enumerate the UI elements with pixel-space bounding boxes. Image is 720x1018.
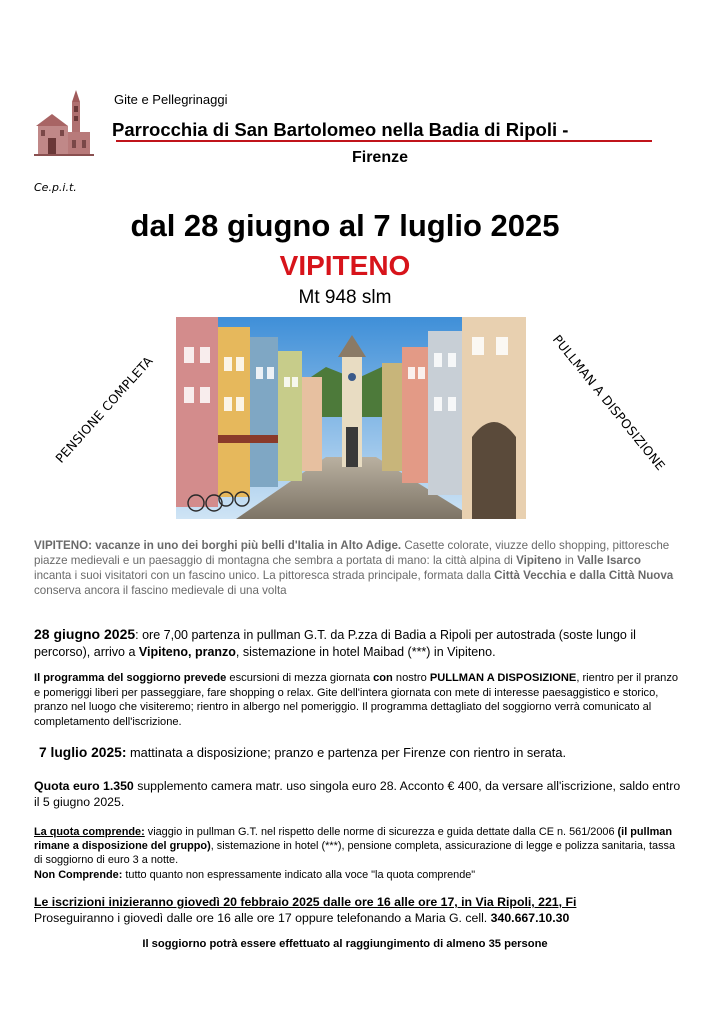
program-paragraph: Il programma del soggiorno prevede escursioni di mezza giornata con nostro PULLMAN A DISPOSIZIONE, rientro per il pranzo e pomeriggi liberi per passeggiare, fare shopping o relax. Gite dell'intera giornata con mete di interesse paesaggistico e storico, pranzo nel luogo che visiteremo; rientro in albergo nel pomeriggio. Il programma dettagliato del soggiorno verrà comunicato al completamento dell'iscrizione. (34, 672, 679, 728)
bus-available-label: PULLMAN A DISPOSIZIONE (549, 331, 669, 474)
category-label: Gite e Pellegrinaggi (114, 92, 228, 107)
price-paragraph: Quota euro 1.350 supplemento camera matr. uso singola euro 28. Acconto € 400, da versare all'iscrizione, saldo entro il 5 giugno 2025. (34, 779, 681, 809)
day1-paragraph: 28 giugno 2025: ore 7,00 partenza in pullman G.T. da P.zza di Badia a Ripoli per autostrada (soste lungo il percorso), arrivo a Vipiteno, pranzo, sistemazione in hotel Maibad (***) in Vipiteno. (34, 626, 636, 659)
full-board-label: PENSIONE COMPLETA (52, 353, 156, 466)
parish-title: Parrocchia di San Bartolomeo nella Badia di Ripoli - (112, 119, 569, 140)
title-underline (116, 140, 652, 142)
trip-dates: dal 28 giugno al 7 luglio 2025 (130, 208, 560, 243)
footer-note: Il soggiorno potrà essere effettuato al raggiungimento di almeno 35 persone (142, 938, 548, 950)
registration-paragraph: Le iscrizioni inizieranno giovedì 20 febbraio 2025 dalle ore 16 alle ore 17, in Via Ripoli, 221, Fi Proseguiranno i giovedì dalle ore 16 alle ore 17 oppure telefonando a Maria G. cell. 340.667.10.30 (34, 895, 577, 925)
trip-destination: VIPITENO (279, 250, 411, 281)
included-paragraph: La quota comprende: viaggio in pullman G.T. nel rispetto delle norme di sicurezza e guida dettate dalla CE n. 561/2006 (il pullman rimane a disposizione del gruppo), sistemazione in hotel (***), pensione completa, assicurazione di legge e polizza sanitaria, tassa di soggiorno di euro 3 a notte. Non Comprende: tutto quanto non espressamente indicato alla voce "la quota comprende" (34, 826, 676, 881)
trip-altitude: Mt 948 slm (298, 287, 392, 308)
vipiteno-street-photo (176, 317, 526, 519)
parish-city: Firenze (351, 149, 408, 166)
intro-paragraph: VIPITENO: vacanze in uno dei borghi più belli d'Italia in Alto Adige. Casette colorate, viuzze dello shopping, pittoresche piazze medievali e un paesaggio di montagna che sembra a portata di mano: la città alpina di Vipiteno in Valle Isarco incanta i suoi visitatori con un fascino unico. La pittoresca strada principale, formata dalla Città Vecchia e dalla Città Nuova conserva ancora il fascino medievale di una volta (34, 539, 674, 597)
return-day-paragraph: 7 luglio 2025: mattinata a disposizione; pranzo e partenza per Firenze con rientro in serata. (39, 745, 567, 760)
organizer-code: Ce.p.i.t. (34, 181, 77, 194)
